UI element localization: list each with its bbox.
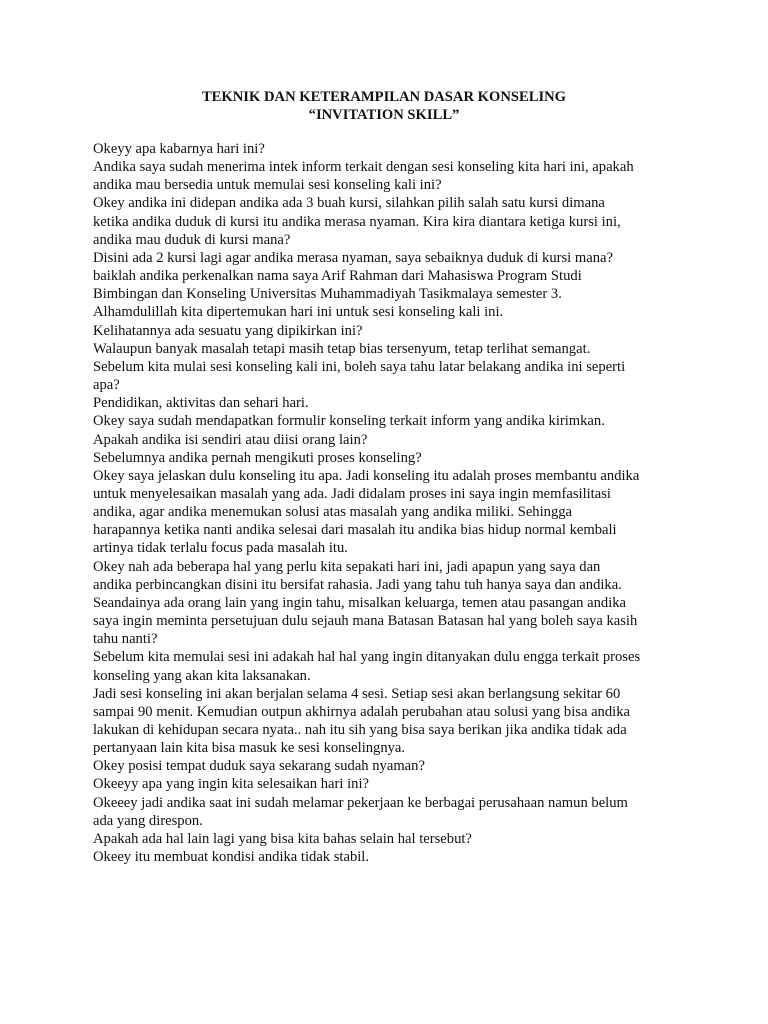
body-line: tahu nanti?	[93, 631, 158, 648]
body-line: Okey andika ini didepan andika ada 3 buah kursi, silahkan pilih salah satu kursi dimana	[93, 195, 605, 212]
body-line: Apakah ada hal lain lagi yang bisa kita bahas selain hal tersebut?	[93, 830, 472, 847]
body-line: konseling yang akan kita laksanakan.	[93, 667, 311, 684]
body-line: andika perbincangkan disini itu bersifat rahasia. Jadi yang tahu tuh hanya saya dan andika.	[93, 576, 622, 593]
subtitle-line: “INVITATION SKILL”	[308, 107, 460, 123]
body-line: Apakah andika isi sendiri atau diisi orang lain?	[93, 431, 368, 448]
body-line: lakukan di kehidupan secara nyata.. nah itu sih yang bisa saya berikan jika andika tidak ada	[93, 722, 627, 738]
body-line: andika mau bersedia untuk memulai sesi konseling kali ini?	[93, 177, 442, 194]
body-line: Bimbingan dan Konseling Universitas Muhammadiyah Tasikmalaya semester 3.	[93, 286, 562, 303]
body-line: Kelihatannya ada sesuatu yang dipikirkan ini?	[93, 322, 363, 339]
body-line: Pendidikan, aktivitas dan sehari hari.	[93, 395, 309, 412]
body-line: Okey saya sudah mendapatkan formulir konseling terkait inform yang andika kirimkan.	[93, 413, 605, 430]
body-line: Andika saya sudah menerima intek inform terkait dengan sesi konseling kita hari ini, apakah	[93, 159, 634, 176]
body-line: sampai 90 menit. Kemudian outpun akhirnya adalah perubahan atau solusi yang bisa andika	[93, 703, 630, 720]
body-line: baiklah andika perkenalkan nama saya Arif Rahman dari Mahasiswa Program Studi	[93, 268, 582, 285]
body-line: andika, agar andika menemukan solusi atas masalah yang andika miliki. Sehingga	[93, 504, 573, 521]
body-line: artinya tidak terlalu focus pada masalah itu.	[93, 540, 348, 557]
body-line: Jadi sesi konseling ini akan berjalan selama 4 sesi. Setiap sesi akan berlangsung sekitar 60	[93, 685, 621, 702]
body-line: ada yang direspon.	[93, 812, 203, 829]
body-line: ketika andika duduk di kursi itu andika merasa nyaman. Kira kira diantara ketiga kursi ini,	[93, 213, 621, 230]
title-line: TEKNIK DAN KETERAMPILAN DASAR KONSELING	[201, 89, 567, 105]
body-line: Sebelumnya andika pernah mengikuti proses konseling?	[93, 449, 422, 466]
body-line: Alhamdulillah kita dipertemukan hari ini untuk sesi konseling kali ini.	[93, 304, 504, 321]
body-line: Okey saya jelaskan dulu konseling itu apa. Jadi konseling itu adalah proses membantu andika	[93, 467, 640, 484]
body-line: Sebelum kita mulai sesi konseling kali ini, boleh saya tahu latar belakang andika ini seperti	[93, 358, 626, 375]
body-line: apa?	[93, 377, 120, 394]
body-line: untuk menyelesaikan masalah yang ada. Jadi didalam proses ini saya ingin memfasilitasi	[93, 485, 611, 502]
body-line: Walaupun banyak masalah tetapi masih tetap bias tersenyum, tetap terlihat semangat.	[93, 340, 591, 357]
body-line: Sebelum kita memulai sesi ini adakah hal hal yang ingin ditanyakan dulu engga terkait proses	[93, 649, 641, 666]
body-line: Disini ada 2 kursi lagi agar andika merasa nyaman, saya sebaiknya duduk di kursi mana?	[93, 249, 613, 266]
body-line: Okeeyy apa yang ingin kita selesaikan hari ini?	[93, 776, 369, 793]
body-line: harapannya ketika nanti andika selesai dari masalah itu andika bias hidup normal kembali	[93, 522, 617, 539]
body-line: andika mau duduk di kursi mana?	[93, 231, 291, 248]
body-line: Okeey itu membuat kondisi andika tidak stabil.	[93, 849, 370, 866]
body-line: Okeyy apa kabarnya hari ini?	[93, 141, 265, 157]
body-line: pertanyaan lain kita bisa masuk ke sesi konselingnya.	[93, 740, 406, 757]
body-line: Okey nah ada beberapa hal yang perlu kita sepakati hari ini, jadi apapun yang saya dan	[93, 558, 601, 575]
document-title	[0, 88, 768, 124]
body-line: Okey posisi tempat duduk saya sekarang sudah nyaman?	[93, 758, 425, 775]
body-line: saya ingin meminta persetujuan dulu sejauh mana Batasan Batasan hal yang boleh saya kasih	[93, 613, 638, 630]
body-line: Seandainya ada orang lain yang ingin tahu, misalkan keluarga, temen atau pasangan andika	[93, 594, 627, 611]
body-line: Okeeey jadi andika saat ini sudah melamar pekerjaan ke berbagai perusahaan namun belum	[93, 794, 628, 811]
document-body	[93, 140, 693, 866]
